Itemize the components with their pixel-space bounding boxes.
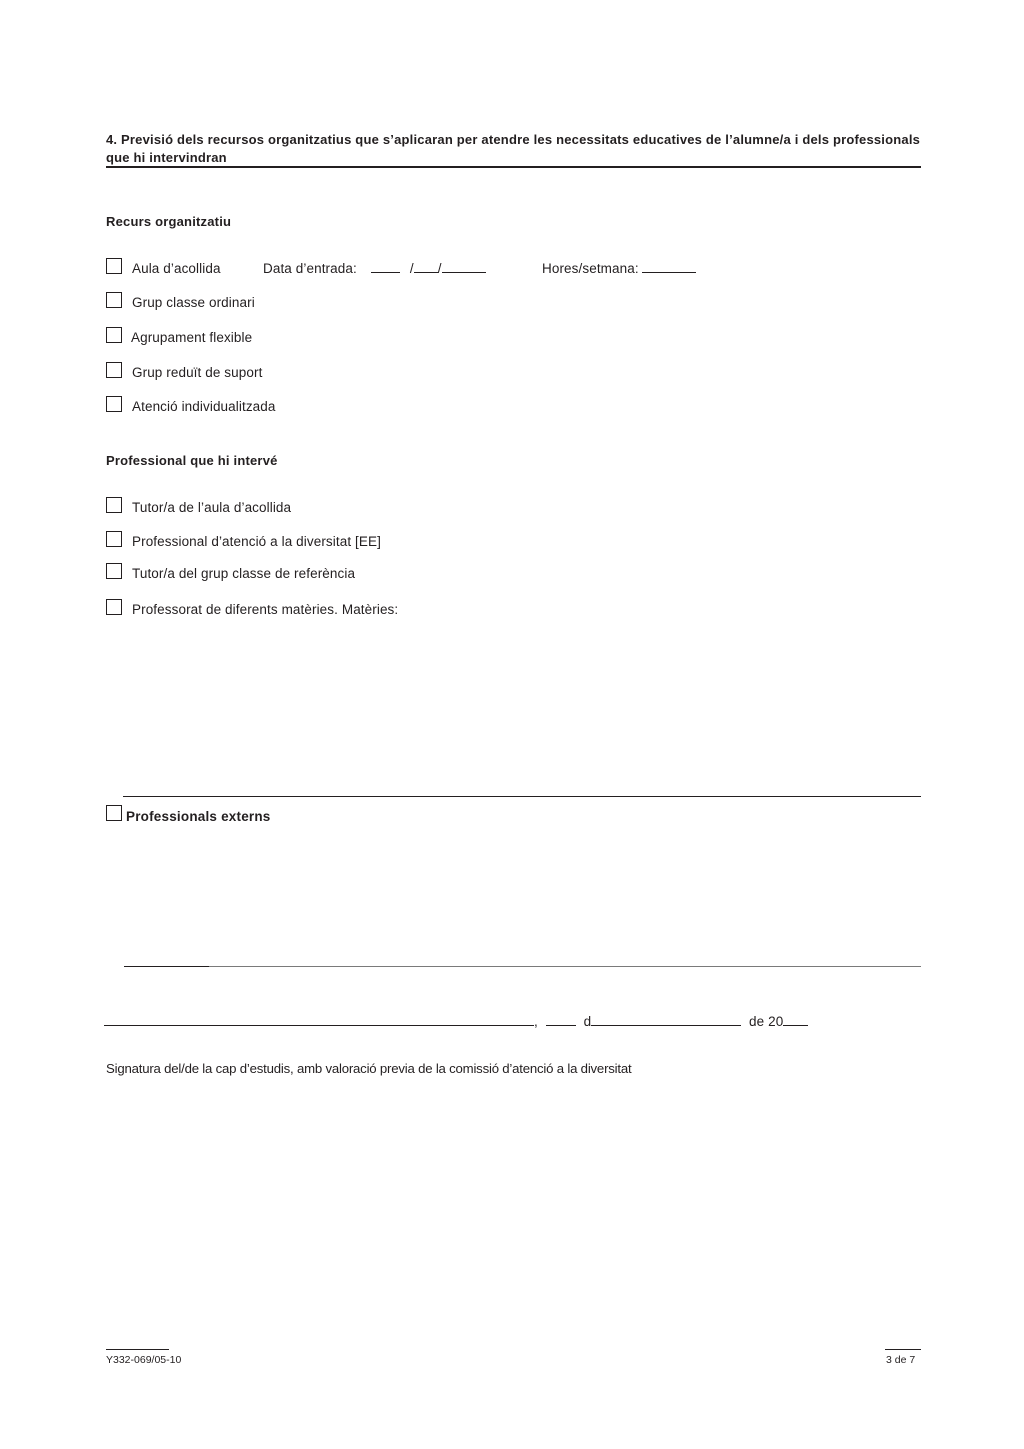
de-20-label: de 20 xyxy=(749,1014,784,1029)
data-entrada-label: Data d’entrada: xyxy=(263,261,357,276)
aula-acollida-checkbox[interactable] xyxy=(106,258,122,274)
year-blank[interactable] xyxy=(442,261,486,273)
hores-setmana-label: Hores/setmana: xyxy=(542,261,639,276)
professional-heading: Professional que hi intervé xyxy=(106,453,278,468)
professionals-externs-label: Professionals externs xyxy=(126,809,271,824)
grup-classe-ordinari-label: Grup classe ordinari xyxy=(132,295,255,310)
day-blank[interactable] xyxy=(546,1014,576,1026)
hores-setmana-field[interactable] xyxy=(542,261,696,276)
materies-line[interactable] xyxy=(123,796,921,797)
professionals-externs-checkbox[interactable] xyxy=(106,805,122,821)
hores-blank[interactable] xyxy=(642,261,696,273)
place-comma: , xyxy=(534,1014,538,1029)
professional-diversitat-label: Professional d’atenció a la diversitat [EE] xyxy=(132,534,381,549)
atencio-individualitzada-checkbox[interactable] xyxy=(106,396,122,412)
d-label: d xyxy=(583,1014,592,1029)
professorat-materies-checkbox[interactable] xyxy=(106,599,122,615)
footer-rule-right xyxy=(885,1349,921,1350)
externs-line[interactable] xyxy=(209,966,921,967)
grup-reduit-suport-label: Grup reduït de suport xyxy=(132,365,263,380)
tutor-grup-classe-label: Tutor/a del grup classe de referència xyxy=(132,566,356,581)
aula-acollida-label: Aula d’acollida xyxy=(132,261,221,276)
data-entrada-field[interactable] xyxy=(371,261,486,276)
heading-rule xyxy=(106,166,921,168)
signature-text: Signatura del/de la cap d’estudis, amb valoració previa de la comissió d’atenció a la diversitat xyxy=(106,1061,632,1076)
externs-line-start xyxy=(124,966,209,967)
year-blank[interactable] xyxy=(783,1014,808,1026)
tutor-aula-acollida-label: Tutor/a de l’aula d’acollida xyxy=(132,500,292,515)
date-separator: / xyxy=(437,261,442,276)
agrupament-flexible-label: Agrupament flexible xyxy=(131,330,253,345)
atencio-individualitzada-label: Atenció individualitzada xyxy=(132,399,276,414)
month-blank[interactable] xyxy=(414,261,438,273)
grup-reduit-suport-checkbox[interactable] xyxy=(106,362,122,378)
day-blank[interactable] xyxy=(371,261,400,273)
footer-code: Y332-069/05-10 xyxy=(106,1354,182,1366)
professorat-materies-label: Professorat de diferents matèries. Matèries: xyxy=(132,602,399,617)
agrupament-flexible-checkbox[interactable] xyxy=(106,327,122,343)
section-title: 4. Previsió dels recursos organitzatius que s’aplicaran per atendre les necessitats educatives de l’alumne/a i dels professionals que hi intervindran xyxy=(106,132,921,165)
page-number: 3 de 7 xyxy=(886,1354,916,1366)
place-blank[interactable] xyxy=(104,1014,534,1026)
footer-rule-left xyxy=(106,1349,169,1350)
date-separator: / xyxy=(409,261,414,276)
place-date-row xyxy=(104,1014,808,1029)
grup-classe-ordinari-checkbox[interactable] xyxy=(106,292,122,308)
professional-diversitat-checkbox[interactable] xyxy=(106,531,122,547)
recurs-heading: Recurs organitzatiu xyxy=(106,214,232,229)
tutor-aula-acollida-checkbox[interactable] xyxy=(106,497,122,513)
month-blank[interactable] xyxy=(591,1014,741,1026)
tutor-grup-classe-checkbox[interactable] xyxy=(106,563,122,579)
